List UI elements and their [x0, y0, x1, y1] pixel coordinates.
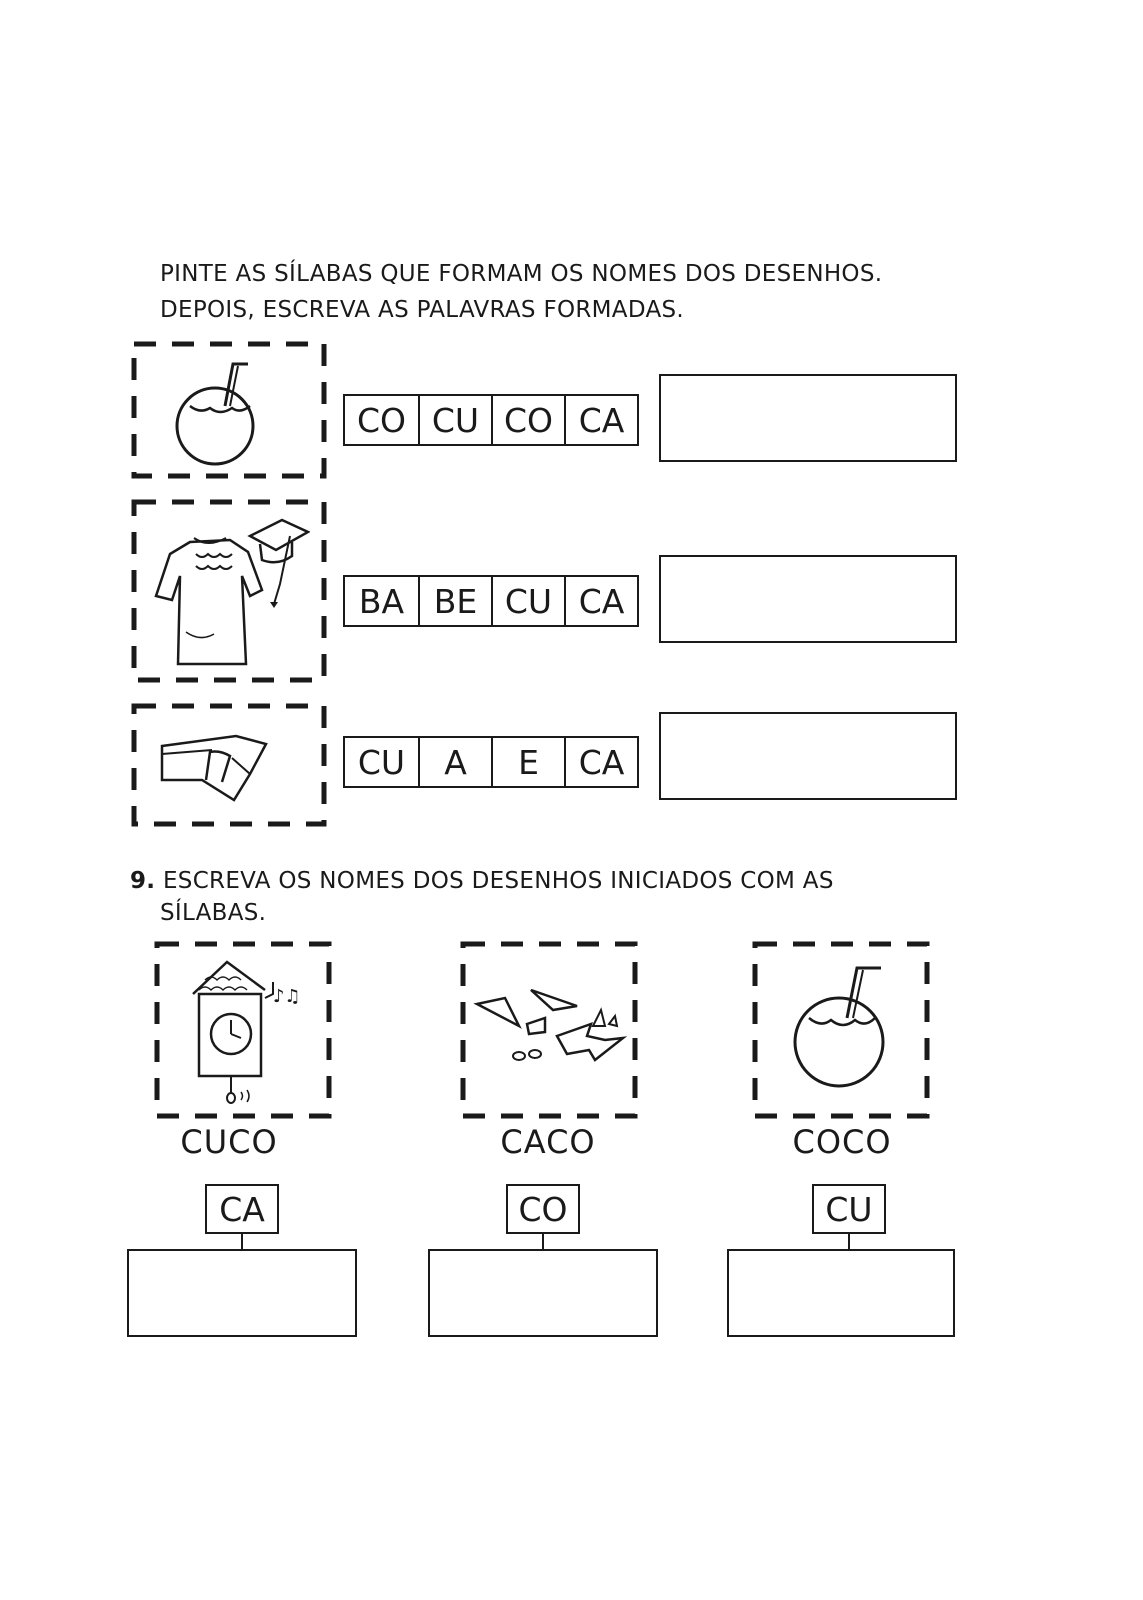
graduation-gown-icon: [150, 514, 310, 672]
syllable-cell[interactable]: CU: [357, 742, 406, 782]
exercise-number: 9.: [130, 868, 156, 894]
syllable-cell[interactable]: CU: [491, 577, 564, 625]
syllable-cell[interactable]: BE: [418, 577, 491, 625]
picture-word-item-1: CUCO: [180, 1123, 278, 1161]
answer-box-item-2[interactable]: [428, 1249, 658, 1337]
connector-line: [848, 1234, 850, 1249]
syllable-cell[interactable]: CA: [564, 396, 637, 444]
coconut-icon: [787, 960, 907, 1090]
connector-line: [542, 1234, 544, 1249]
picture-frame-row-3: [130, 702, 328, 828]
exercise-9-instruction-line2: SÍLABAS.: [160, 900, 267, 926]
syllable-cell[interactable]: CA: [564, 577, 637, 625]
answer-box-row-2[interactable]: [659, 555, 957, 643]
syllable-tag-item-3: CU: [812, 1184, 886, 1234]
syllable-tag-item-1: CA: [205, 1184, 279, 1234]
picture-frame-row-1: [130, 340, 328, 480]
syllable-cell[interactable]: CU: [418, 396, 491, 444]
syllable-cell[interactable]: CO: [491, 396, 564, 444]
broken-glass-icon: [471, 980, 631, 1080]
syllable-strip-row-2: [343, 575, 639, 627]
syllable-cell[interactable]: E: [491, 738, 564, 786]
syllable-cell[interactable]: CO: [356, 400, 407, 440]
syllable-cell[interactable]: A: [418, 738, 491, 786]
picture-frame-item-3: [751, 940, 931, 1120]
answer-box-item-1[interactable]: [127, 1249, 357, 1337]
syllable-cell[interactable]: CA: [564, 738, 637, 786]
coconut-icon: [170, 354, 280, 469]
syllable-strip-row-1: [343, 394, 639, 446]
picture-word-item-3: COCO: [792, 1123, 892, 1161]
picture-frame-item-1: [153, 940, 333, 1120]
exercise-8-instruction-line2: DEPOIS, ESCREVA AS PALAVRAS FORMADAS.: [160, 297, 684, 323]
answer-box-item-3[interactable]: [727, 1249, 955, 1337]
syllable-strip-row-3: [343, 736, 639, 788]
answer-box-row-3[interactable]: [659, 712, 957, 800]
exercise-9-instruction-text: ESCREVA OS NOMES DOS DESENHOS INICIADOS COM AS: [162, 868, 834, 894]
exercise-8-instruction-line1: PINTE AS SÍLABAS QUE FORMAM OS NOMES DOS DESENHOS.: [160, 261, 883, 287]
svg-text:♪♫: ♪♫: [273, 986, 301, 1007]
connector-line: [241, 1234, 243, 1249]
underpants-icon: [156, 724, 272, 804]
picture-frame-item-2: [459, 940, 639, 1120]
cuckoo-clock-icon: [181, 954, 311, 1104]
picture-word-item-2: CACO: [500, 1123, 596, 1161]
answer-box-row-1[interactable]: [659, 374, 957, 462]
picture-frame-row-2: [130, 498, 328, 684]
syllable-cell[interactable]: BA: [358, 581, 405, 621]
syllable-tag-item-2: CO: [506, 1184, 580, 1234]
